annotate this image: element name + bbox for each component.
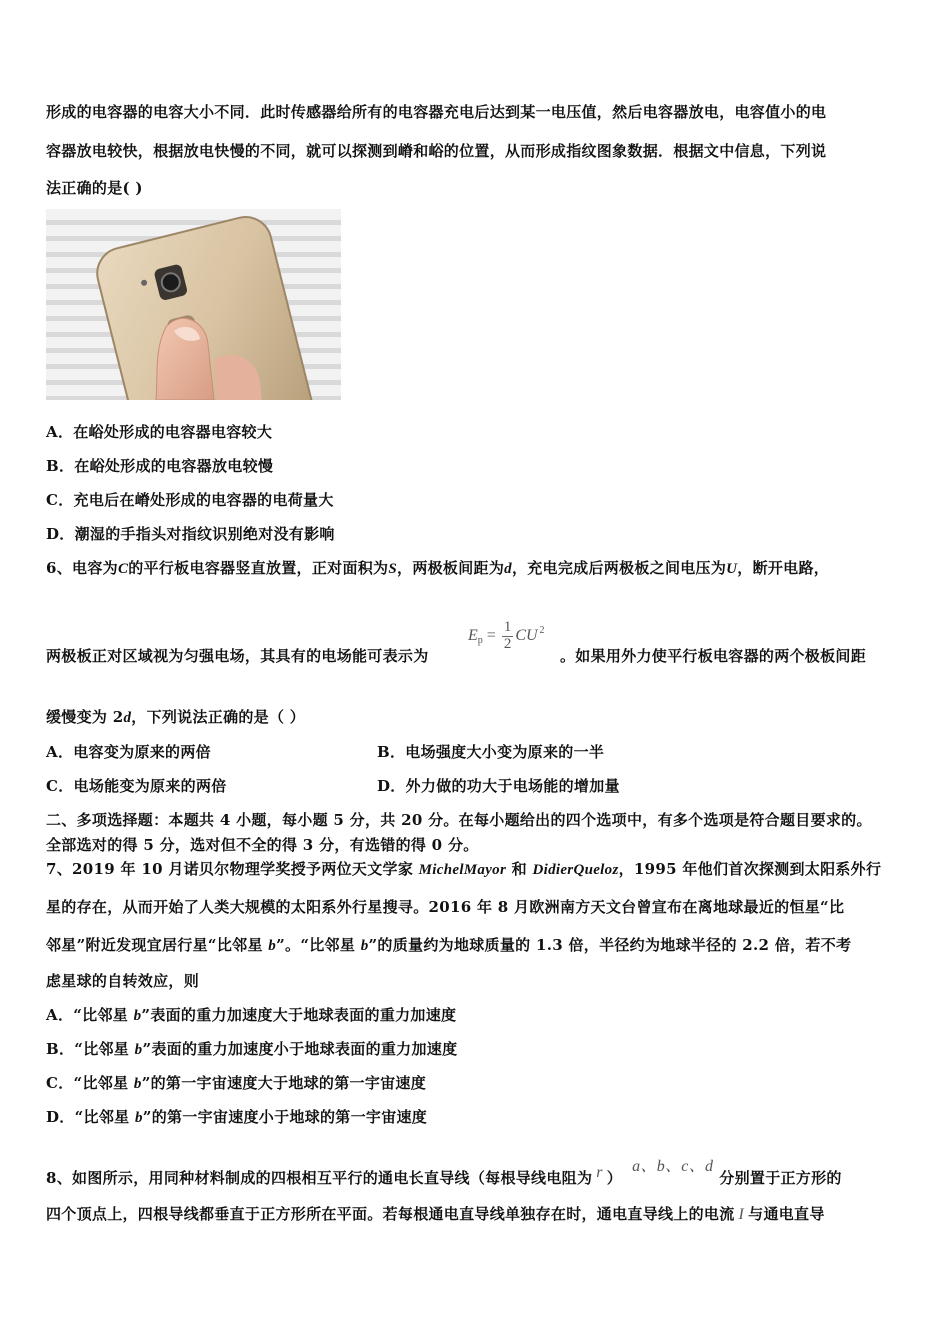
- q6-option-c: C．电场能变为原来的两倍: [46, 777, 227, 795]
- fingerprint-phone-photo: [46, 209, 341, 400]
- q7-line-1: 7、2019 年 10 月诺贝尔物理学奖授予两位天文学家 MichelMayor 和 DidierQueloz，1995 年他们首次探测到太阳系外行: [46, 860, 882, 878]
- q6-option-b: B．电场强度大小变为原来的一半: [377, 743, 605, 761]
- q6-line-2-pre: 两极板正对区域视为匀强电场，其具有的电场能可表示为: [46, 647, 429, 665]
- q8-line-2: 四个顶点上，四根导线都垂直于正方形所在平面。若每根通电直导线单独存在时，通电直导线上的电流 I 与通电直导: [46, 1205, 825, 1223]
- q7-option-a: A．“比邻星 b”表面的重力加速度大于地球表面的重力加速度: [46, 1006, 457, 1024]
- q7-line-4: 虑星球的自转效应，则: [46, 972, 200, 990]
- section2-line-2: 全部选对的得 5 分，选对但不全的得 3 分，有选错的得 0 分。: [46, 836, 479, 854]
- q8-line-1: 8、如图所示，用同种材料制成的四根相互平行的通电长直导线（每根导线电阻为 r ）a、b、c、d分别置于正方形的: [46, 1158, 842, 1187]
- intro-line-1: 形成的电容器的电容大小不同．此时传感器给所有的电容器充电后达到某一电压值，然后电容器放电，电容值小的电: [46, 103, 827, 121]
- section2-line-1: 二、多项选择题：本题共 4 小题，每小题 5 分，共 20 分。在每小题给出的四个选项中，有多个选项是符合题目要求的。: [46, 811, 872, 829]
- phone-hand-illustration: [46, 209, 341, 400]
- q7-option-d: D．“比邻星 b”的第一宇宙速度小于地球的第一宇宙速度: [46, 1108, 428, 1126]
- q7-line-2: 星的存在，从而开始了人类大规模的太阳系外行星搜寻。2016 年 8 月欧洲南方天文台曾宣布在离地球最近的恒星“比: [46, 898, 845, 916]
- q6-option-a: A．电容变为原来的两倍: [46, 743, 211, 761]
- q5-option-b: B．在峪处形成的电容器放电较慢: [46, 457, 274, 475]
- intro-line-2: 容器放电较快，根据放电快慢的不同，就可以探测到嵴和峪的位置，从而形成指纹图象数据．根据文中信息，下列说: [46, 142, 827, 160]
- q6-line-3: 缓慢变为 2d，下列说法正确的是（ ）: [46, 708, 306, 726]
- q5-option-a: A．在峪处形成的电容器电容较大: [46, 423, 273, 441]
- q7-option-b: B．“比邻星 b”表面的重力加速度小于地球表面的重力加速度: [46, 1040, 458, 1058]
- intro-line-3: 法正确的是( ): [46, 179, 143, 197]
- q6-line-1: 6、电容为C的平行板电容器竖直放置，正对面积为S，两极板间距为d，充电完成后两极板之间电压为U，断开电路，: [46, 559, 830, 577]
- q5-option-c: C．充电后在嵴处形成的电容器的电荷量大: [46, 491, 334, 509]
- q6-line-2-post: 。如果用外力使平行板电容器的两个极板间距: [560, 647, 867, 665]
- q5-option-d: D．潮湿的手指头对指纹识别绝对没有影响: [46, 525, 335, 543]
- q7-option-c: C．“比邻星 b”的第一宇宙速度大于地球的第一宇宙速度: [46, 1074, 427, 1092]
- q6-option-d: D．外力做的功大于电场能的增加量: [377, 777, 620, 795]
- q7-line-3: 邻星”附近发现宜居行星“比邻星 b”。“比邻星 b”的质量约为地球质量的 1.3 倍，半径约为地球半径的 2.2 倍，若不考: [46, 936, 852, 954]
- electric-energy-formula: $E_p$ = $\frac{1}{2}$ CU $^2$: [468, 619, 545, 652]
